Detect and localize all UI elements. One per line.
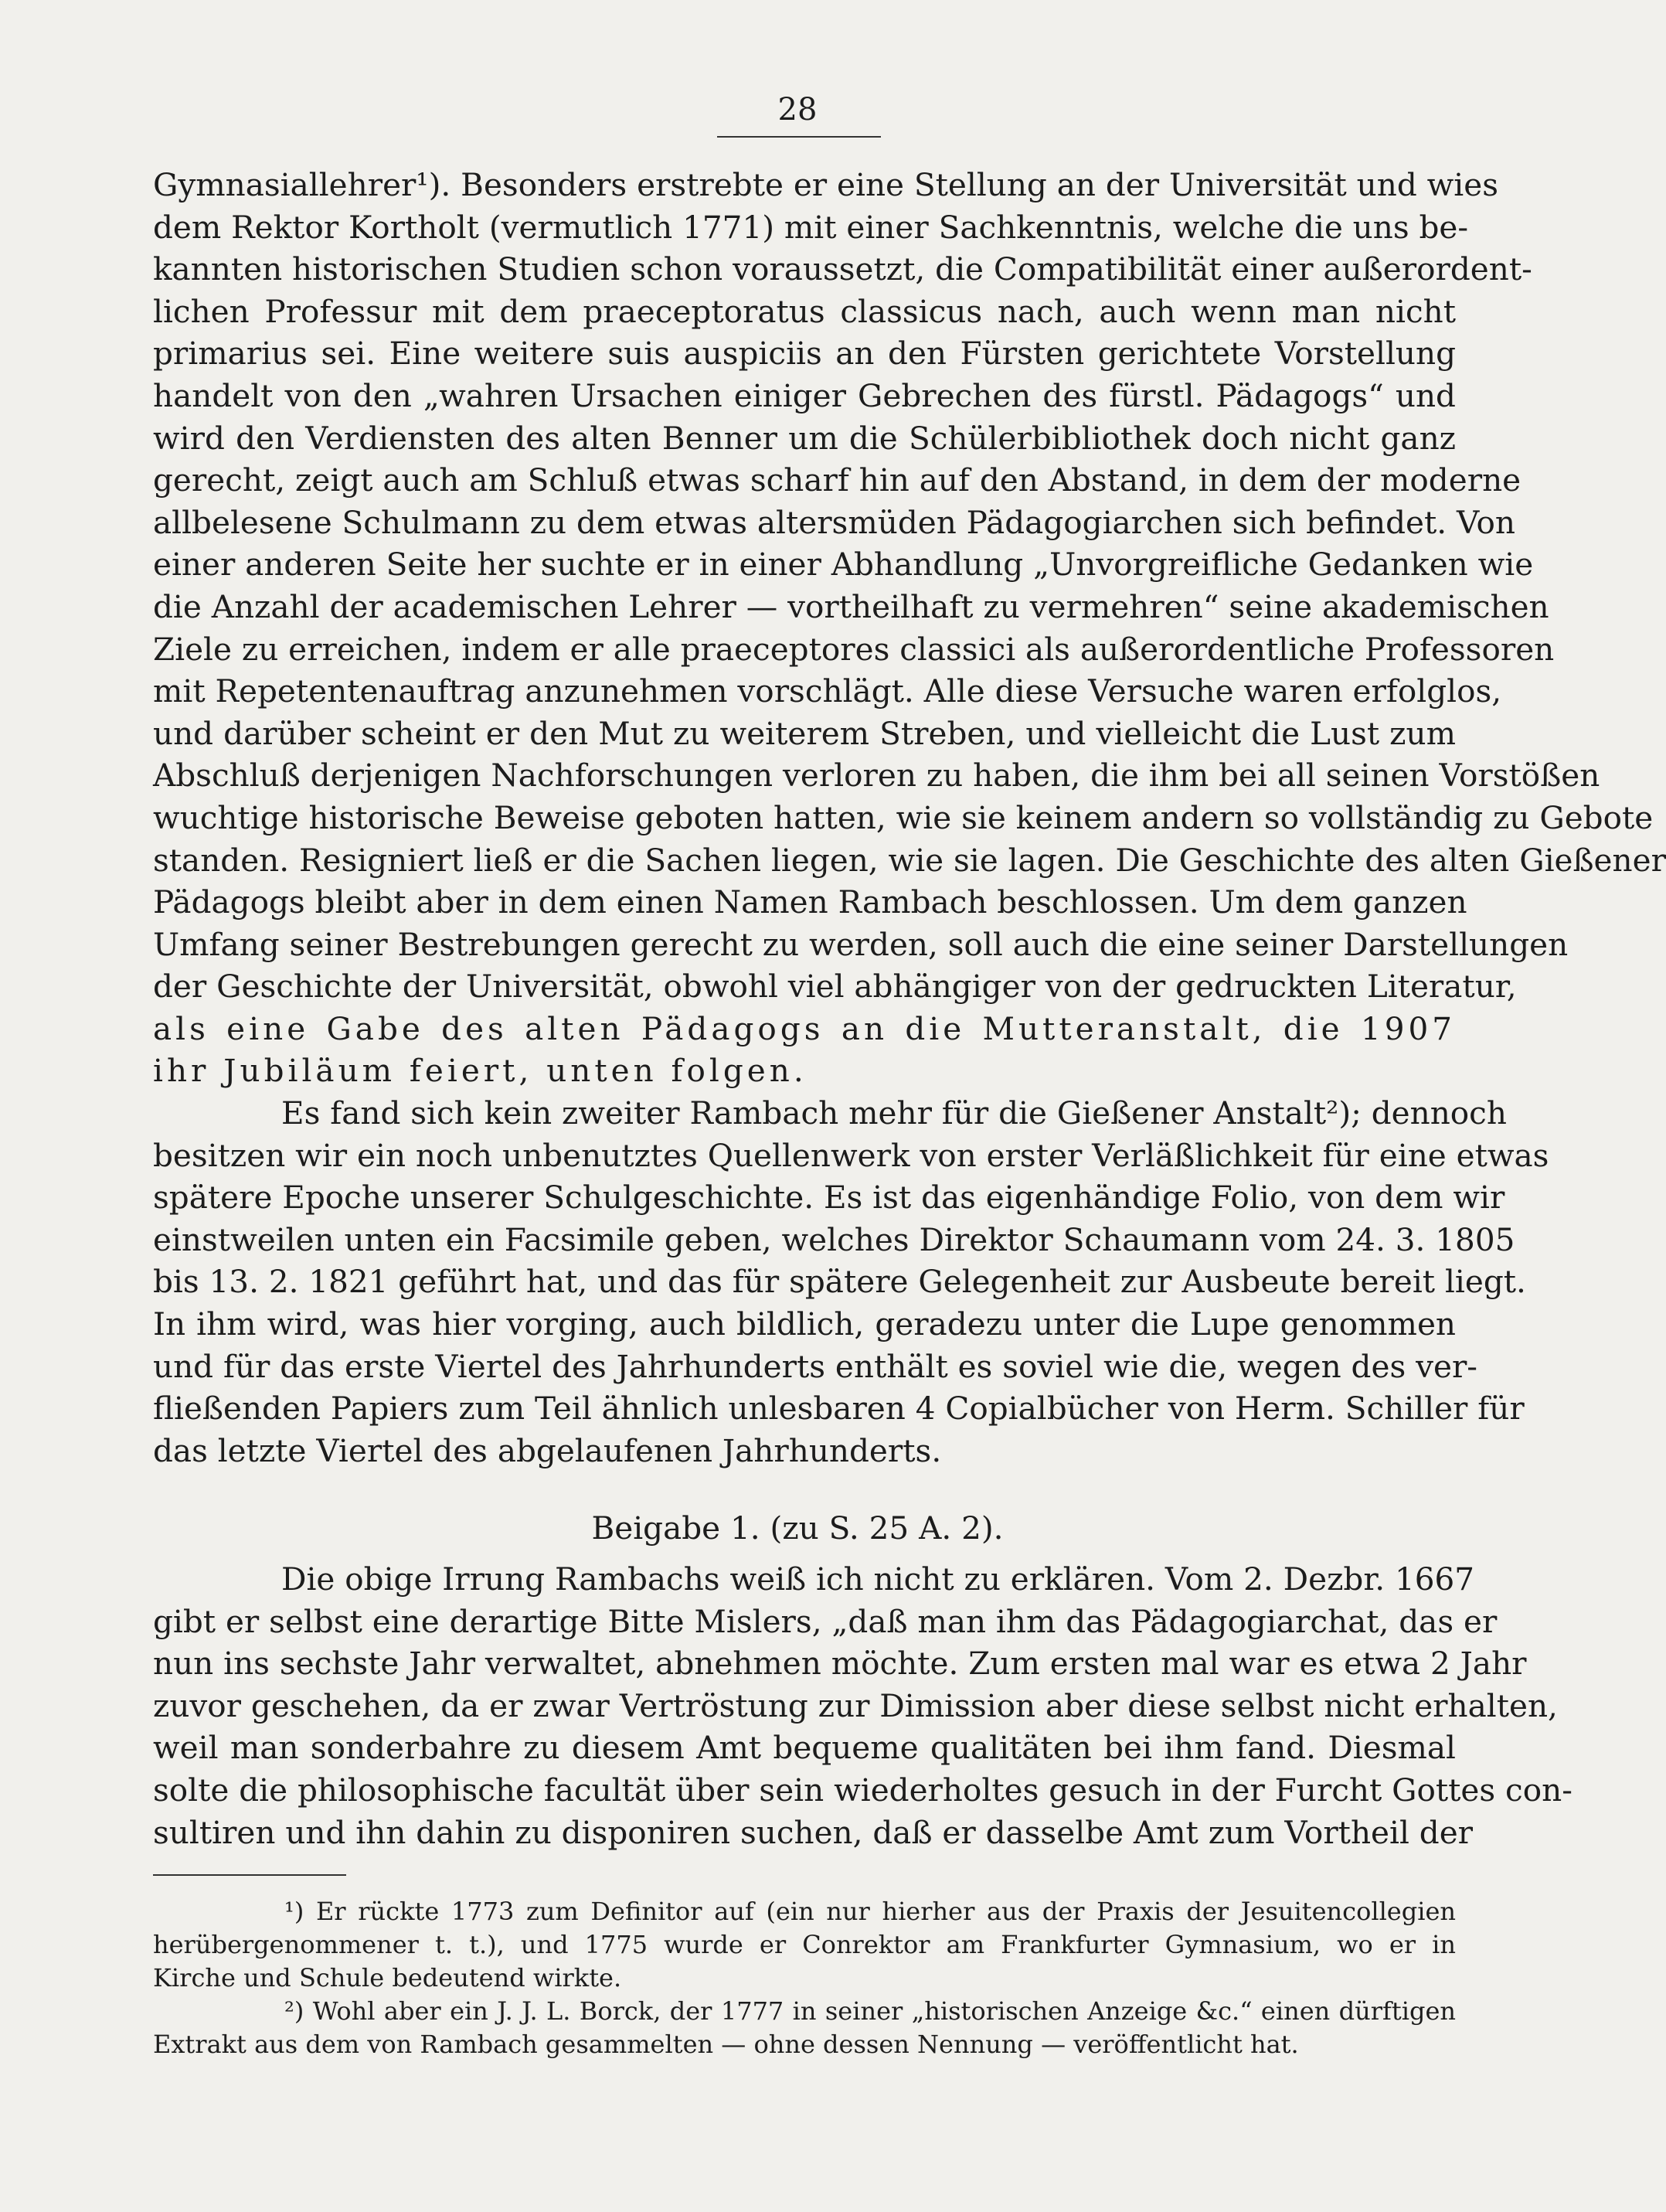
text-line: mit Repetentenauftrag anzunehmen vorschlägt. Alle diese Versuche waren erfolglos, (153, 672, 1502, 710)
text-line: einer anderen Seite her suchte er in einer Abhandlung „Unvorgreifliche Gedanken wie (153, 546, 1534, 584)
footnote-rule (153, 1874, 346, 1876)
text-line: handelt von den „wahren Ursachen einiger Gebrechen des fürstl. Pädagogs“ und (153, 376, 1456, 414)
appendix-text (153, 1558, 1572, 1853)
text-line: und für das erste Viertel des Jahrhunderts enthält es soviel wie die, wegen des ver- (153, 1347, 1477, 1385)
text-line: lichen Professur mit dem praeceptoratus classicus nach, auch wenn man nicht (153, 292, 1456, 330)
text-line: Gymnasiallehrer¹). Besonders erstrebte er eine Stellung an der Universität und wies (153, 166, 1498, 203)
text-line: gibt er selbst eine derartige Bitte Mislers, „daß man ihm das Pädagogiarchat, das er (153, 1602, 1498, 1640)
text-line: zuvor geschehen, da er zwar Vertröstung zur Dimission aber diese selbst nicht erhalten, (153, 1686, 1558, 1724)
text-line: allbelesene Schulmann zu dem etwas altersmüden Pädagogiarchen sich befindet. Von (153, 503, 1515, 541)
main-text (153, 164, 1666, 1472)
text-line: kannten historischen Studien schon voraussetzt, die Compatibilität einer außerordent- (153, 250, 1532, 288)
text-line: sultiren und ihn dahin zu disponiren suchen, daß er dasselbe Amt zum Vortheil der (153, 1813, 1474, 1851)
footnote-line: ¹) Er rückte 1773 zum Definitor auf (ein nur hierher aus der Praxis der Jesuitencollegien (284, 1897, 1456, 1926)
page-number: 28 (777, 92, 818, 128)
text-line: weil man sonderbahre zu diesem Amt bequeme qualitäten bei ihm fand. Diesmal (153, 1729, 1456, 1767)
footnotes (153, 1895, 1456, 2061)
text-line: Abschluß derjenigen Nachforschungen verloren zu haben, die ihm bei all seinen Vorstößen (153, 757, 1600, 795)
text-line: wuchtige historische Beweise geboten hatten, wie sie keinem andern so vollständig zu Gebote (153, 798, 1654, 836)
header-rule (717, 136, 881, 138)
text-line: Pädagogs bleibt aber in dem einen Namen Rambach beschlossen. Um dem ganzen (153, 883, 1467, 921)
footnote-line: Kirche und Schule bedeutend wirkte. (153, 1963, 622, 1993)
text-line: und darüber scheint er den Mut zu weiterem Streben, und vielleicht die Lust zum (153, 714, 1456, 752)
text-line: spätere Epoche unserer Schulgeschichte. Es ist das eigenhändige Folio, von dem wir (153, 1179, 1505, 1217)
footnote-line: Extrakt aus dem von Rambach gesammelten — ohne dessen Nennung — veröffentlicht hat. (153, 2030, 1299, 2059)
footnote-line: ²) Wohl aber ein J. J. L. Borck, der 1777 in seiner „historischen Anzeige &c.“ einen dürftigen (284, 1996, 1456, 2026)
text-line: Umfang seiner Bestrebungen gerecht zu werden, soll auch die eine seiner Darstellungen (153, 925, 1569, 963)
text-line: solte die philosophische facultät über sein wiederholtes gesuch in der Furcht Gottes con- (153, 1771, 1572, 1809)
text-line: primarius sei. Eine weitere suis auspiciis an den Fürsten gerichtete Vorstellung (153, 335, 1456, 373)
text-line: besitzen wir ein noch unbenutztes Quellenwerk von erster Verläßlichkeit für eine etwas (153, 1136, 1549, 1174)
text-line: die Anzahl der academischen Lehrer — vortheilhaft zu vermehren“ seine akademischen (153, 587, 1549, 625)
text-line: der Geschichte der Universität, obwohl viel abhängiger von der gedruckten Literatur, (153, 968, 1517, 1006)
text-line-spaced: als eine Gabe des alten Pädagogs an die Mutteranstalt, die 1907 (153, 1009, 1456, 1047)
text-line: In ihm wird, was hier vorging, auch bildlich, geradezu unter die Lupe genommen (153, 1305, 1456, 1343)
text-line: bis 13. 2. 1821 geführt hat, und das für spätere Gelegenheit zur Ausbeute bereit liegt. (153, 1263, 1526, 1301)
text-line: Ziele zu erreichen, indem er alle praeceptores classici als außerordentliche Professoren (153, 630, 1555, 668)
text-line: nun ins sechste Jahr verwaltet, abnehmen möchte. Zum ersten mal war es etwa 2 Jahr (153, 1645, 1527, 1683)
text-line: das letzte Viertel des abgelaufenen Jahrhunderts. (153, 1431, 942, 1469)
text-line: wird den Verdiensten des alten Benner um die Schülerbibliothek doch nicht ganz (153, 419, 1456, 457)
text-line: einstweilen unten ein Facsimile geben, welches Direktor Schaumann vom 24. 3. 1805 (153, 1220, 1515, 1258)
text-line: Es fand sich kein zweiter Rambach mehr für die Gießener Anstalt²); dennoch (281, 1094, 1507, 1132)
footnote-line: herübergenommener t. t.), und 1775 wurde er Conrektor am Frankfurter Gymnasium, wo er in (153, 1930, 1456, 1959)
text-line: dem Rektor Kortholt (vermutlich 1771) mit einer Sachkenntnis, welche die uns be- (153, 208, 1469, 246)
text-line: Die obige Irrung Rambachs weiß ich nicht zu erklären. Vom 2. Dezbr. 1667 (281, 1560, 1475, 1598)
text-line-spaced: ihr Jubiläum feiert, unten folgen. (153, 1052, 808, 1090)
appendix-heading: Beigabe 1. (zu S. 25 A. 2). (591, 1509, 1004, 1547)
text-line: gerecht, zeigt auch am Schluß etwas scharf hin auf den Abstand, in dem der moderne (153, 461, 1522, 499)
text-line: fließenden Papiers zum Teil ähnlich unlesbaren 4 Copialbücher von Herm. Schiller für (153, 1390, 1525, 1428)
text-line: standen. Resigniert ließ er die Sachen liegen, wie sie lagen. Die Geschichte des alten Gießener (153, 841, 1666, 879)
